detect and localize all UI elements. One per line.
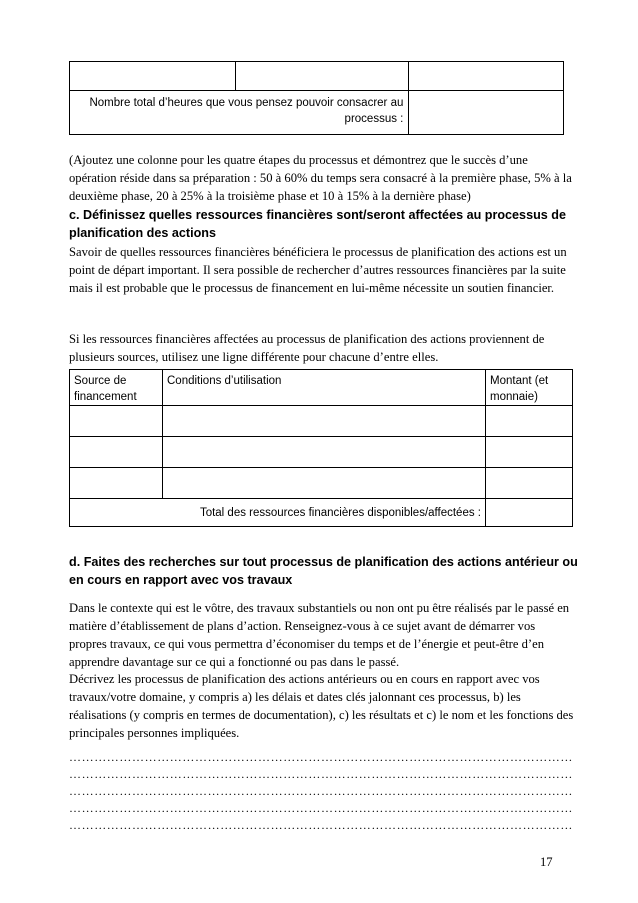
dotted-answer-line[interactable]: ………………………………………………………………………………………………………… — [69, 801, 573, 815]
total-hours-value[interactable] — [409, 91, 564, 135]
financial-resources-table — [69, 369, 573, 527]
dotted-answer-line[interactable]: ………………………………………………………………………………………………………… — [69, 750, 573, 764]
header-montant: Montant (et monnaie) — [486, 370, 573, 406]
total-resources-value[interactable] — [486, 499, 573, 527]
dotted-answer-line[interactable]: ………………………………………………………………………………………………………… — [69, 784, 573, 798]
paragraph-financial-resources: Savoir de quelles ressources financières bénéficiera le processus de planification des actions est un point de départ important. Il sera possible de rechercher d’autres ressources financières par la suite mais il est probable que le processus de financement en lui-même nécessite un soutien financier. — [69, 245, 567, 295]
source-cell[interactable] — [70, 406, 163, 437]
header-conditions: Conditions d’utilisation — [163, 370, 486, 406]
dotted-answer-line[interactable]: ………………………………………………………………………………………………………… — [69, 818, 573, 832]
hours-cell[interactable] — [70, 62, 236, 91]
table-row — [70, 437, 573, 468]
montant-cell[interactable] — [486, 437, 573, 468]
page-number: 17 — [540, 855, 553, 869]
hours-cell[interactable] — [409, 62, 564, 91]
conditions-cell[interactable] — [163, 406, 486, 437]
paragraph-multiple-sources: Si les ressources financières affectées au processus de planification des actions proviennent de plusieurs sources, utilisez une ligne différente pour chacune d’entre elles. — [69, 332, 545, 364]
table-row — [70, 406, 573, 437]
hours-table — [69, 61, 564, 135]
section-heading-d: d. Faites des recherches sur tout processus de planification des actions antérieur ou en cours en rapport avec vos travaux — [69, 555, 578, 587]
hours-cell[interactable] — [235, 62, 409, 91]
paragraph-describe: Décrivez les processus de planification des actions antérieurs ou en cours en rapport avec vos travaux/votre domaine, y compris a) les délais et dates clés jalonnant ces processus, b) les réalisations (y compris en termes de documentation), c) les résultats et c) le nom et les fonctions des principales personnes impliquées. — [69, 672, 574, 740]
instruction-paragraph: (Ajoutez une colonne pour les quatre étapes du processus et démontrez que le succès d’une opération réside dans sa préparation : 50 à 60% du temps sera consacré à la première phase, 5% à la deuxième phase, 20 à 25% à la troisième phase et 10 à 15% à la dernière phase) — [69, 153, 572, 203]
montant-cell[interactable] — [486, 468, 573, 499]
header-source: Source de financement — [70, 370, 163, 406]
conditions-cell[interactable] — [163, 468, 486, 499]
total-hours-label: Nombre total d’heures que vous pensez pouvoir consacrer au processus : — [70, 91, 409, 135]
dotted-answer-line[interactable]: ………………………………………………………………………………………………………… — [69, 767, 573, 781]
source-cell[interactable] — [70, 437, 163, 468]
table-row — [70, 468, 573, 499]
source-cell[interactable] — [70, 468, 163, 499]
montant-cell[interactable] — [486, 406, 573, 437]
conditions-cell[interactable] — [163, 437, 486, 468]
section-heading-c: c. Définissez quelles ressources financières sont/seront affectées au processus de planification des actions — [69, 208, 566, 240]
paragraph-context: Dans le contexte qui est le vôtre, des travaux substantiels ou non ont pu être réalisés par le passé en matière d’établissement de plans d’action. Renseignez-vous à ce sujet avant de démarrer vos propres travaux, ce qui vous permettra d’économiser du temps et de l’énergie et peut-être d’en apprendre davantage sur ce qui a fonctionné ou pas dans le passé. — [69, 601, 570, 669]
total-resources-label: Total des ressources financières disponibles/affectées : — [70, 499, 486, 527]
